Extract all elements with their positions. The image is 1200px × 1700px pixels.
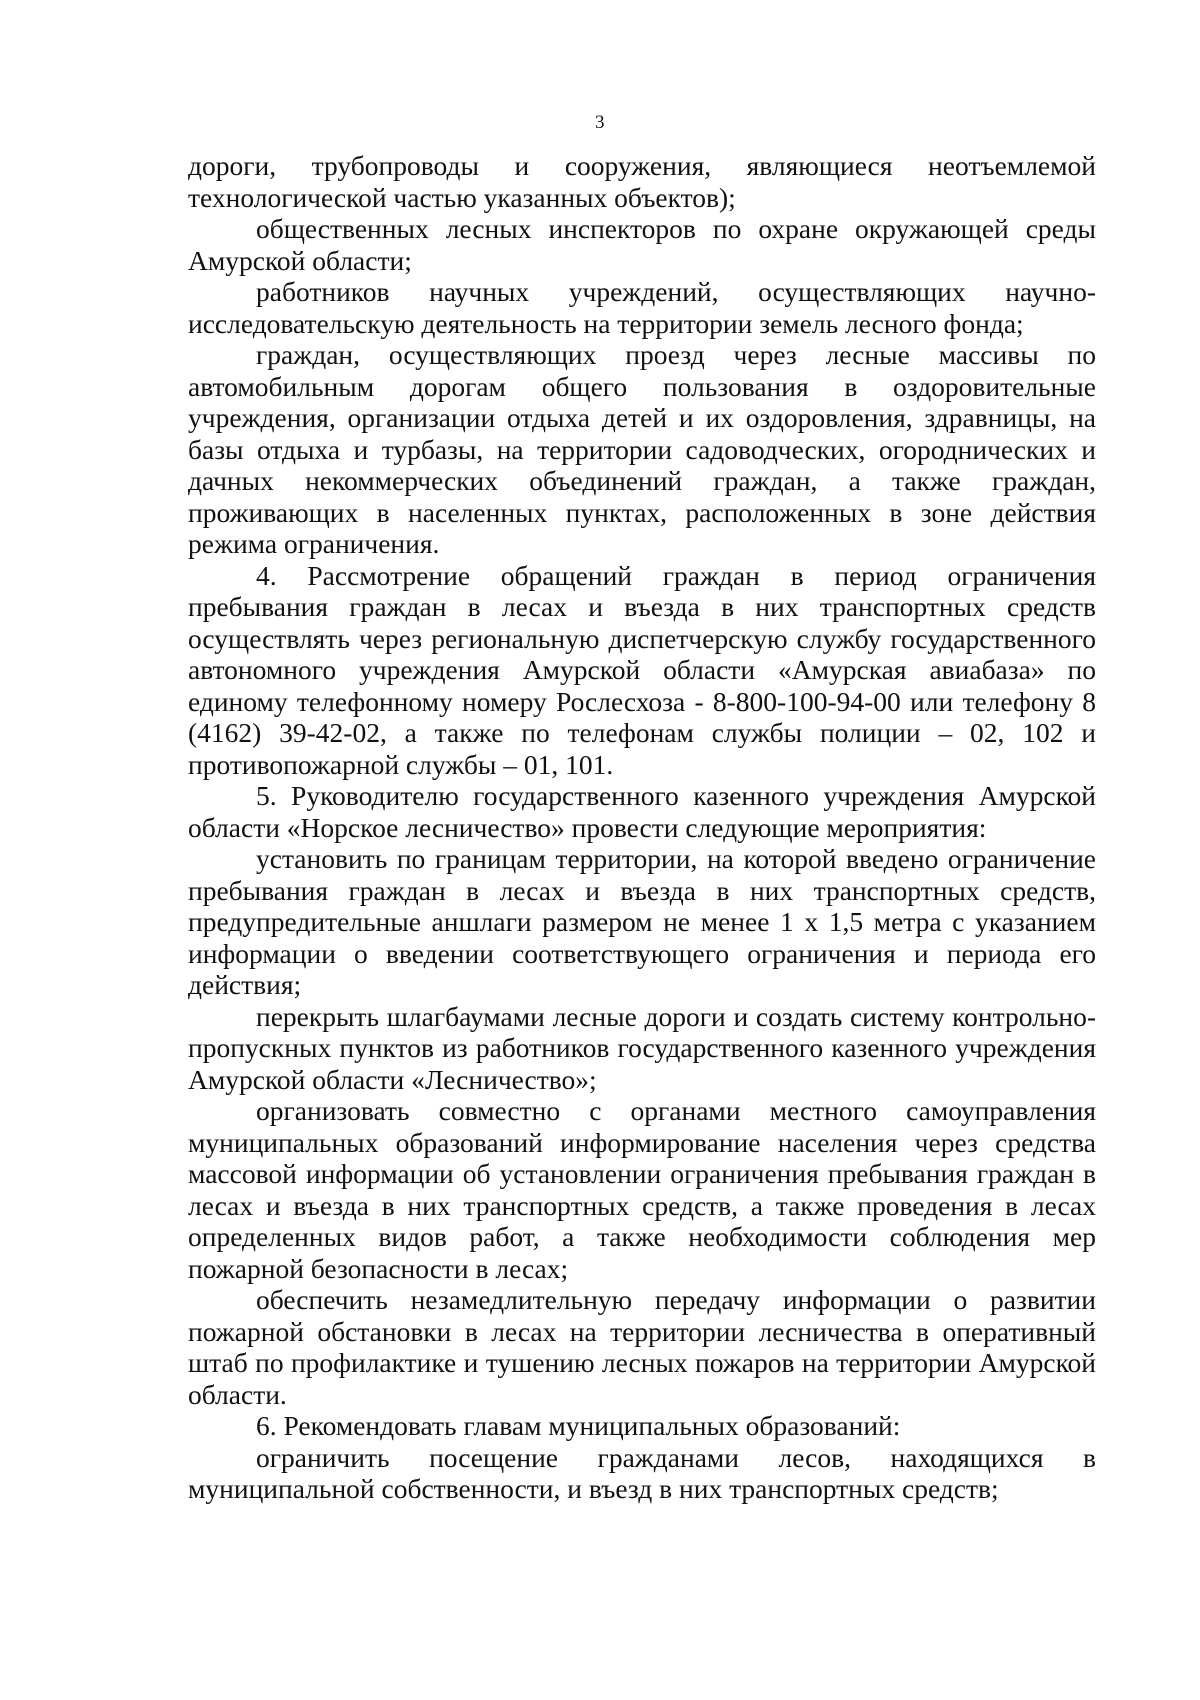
paragraph-restrict-visits: ограничить посещение гражданами лесов, находящихся в муниципальной собственности, и въезд в них транспортных средств; bbox=[188, 1441, 1096, 1504]
paragraph-research-workers: работников научных учреждений, осуществляющих научно-исследовательскую деятельность на территории земель лесного фонда; bbox=[188, 276, 1096, 339]
paragraph-item-5: 5. Руководителю государственного казенного учреждения Амурской области «Норское лесничество» провести следующие мероприятия: bbox=[188, 780, 1096, 843]
paragraph-fire-info: обеспечить незамедлительную передачу информации о развитии пожарной обстановки в лесах на территории лесничества в оперативный штаб по профилактике и тушению лесных пожаров на территории Амурской области. bbox=[188, 1284, 1096, 1410]
page-number: 3 bbox=[595, 112, 605, 133]
paragraph-install-signs: установить по границам территории, на которой введено ограничение пребывания граждан в лесах и въезда в них транспортных средств, предупредительные аншлаги размером не менее 1 х 1,5 метра с указанием информации о введении соответствующего ограничения и периода его действия; bbox=[188, 843, 1096, 1000]
paragraph-barriers: перекрыть шлагбаумами лесные дороги и создать систему контрольно-пропускных пунктов из работников государственного казенного учреждения Амурской области «Лесничество»; bbox=[188, 1000, 1096, 1095]
paragraph-item-4: 4. Рассмотрение обращений граждан в период ограничения пребывания граждан в лесах и въезда в них транспортных средств осуществлять через региональную диспетчерскую службу государственного автономного учреждения Амурской области «Амурская авиабаза» по единому телефонному номеру Рослесхоза - 8-800-100-94-00 или телефону 8 (4162) 39-42-02, а также по телефонам службы полиции – 02, 102 и противопожарной службы – 01, 101. bbox=[188, 559, 1096, 780]
paragraph-inform-population: организовать совместно с органами местного самоуправления муниципальных образований информирование населения через средства массовой информации об установлении ограничения пребывания граждан в лесах и въезда в них транспортных средств, а также проведения в лесах определенных видов работ, а также необходимости соблюдения мер пожарной безопасности в лесах; bbox=[188, 1095, 1096, 1284]
paragraph-item-6: 6. Рекомендовать главам муниципальных образований: bbox=[256, 1410, 901, 1441]
paragraph-forest-inspectors: общественных лесных инспекторов по охране окружающей среды Амурской области; bbox=[188, 213, 1096, 276]
document-body bbox=[188, 150, 1096, 1505]
paragraph-citizens-transit: граждан, осуществляющих проезд через лесные массивы по автомобильным дорогам общего пользования в оздоровительные учреждения, организации отдыха детей и их оздоровления, здравницы, на базы отдыха и турбазы, на территории садоводческих, огороднических и дачных некоммерческих объединений граждан, а также граждан, проживающих в населенных пунктах, расположенных в зоне действия режима ограничения. bbox=[188, 339, 1096, 559]
paragraph-continuation: дороги, трубопроводы и сооружения, являющиеся неотъемлемой технологической частью указанных объектов); bbox=[188, 150, 1096, 213]
